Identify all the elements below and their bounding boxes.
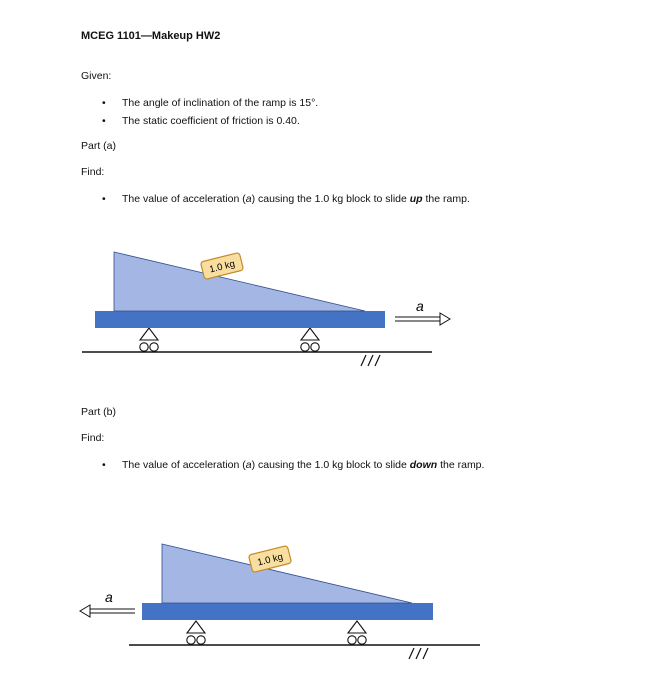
part-a-question: The value of acceleration (a) causing the 1.0 kg block to slide up the ramp. (122, 193, 470, 205)
bullet-dot: • (102, 97, 106, 109)
ground-hatch (409, 648, 428, 659)
part-a-find-label: Find: (81, 166, 105, 178)
page-title: MCEG 1101—Makeup HW2 (81, 30, 221, 42)
bullet-dot: • (102, 459, 106, 471)
bullet-dot: • (102, 193, 106, 205)
block-label: 1.0 kg (256, 551, 285, 569)
given-item-angle: The angle of inclination of the ramp is 15°. (122, 97, 319, 109)
support-right (348, 621, 366, 644)
acceleration-arrow-left (80, 605, 135, 617)
part-a-label: Part (a) (81, 140, 117, 152)
direction-down: down (409, 459, 438, 471)
bullet-dot: • (102, 115, 106, 127)
given-item-friction: The static coefficient of friction is 0.40. (122, 115, 300, 127)
part-b-find-label: Find: (81, 432, 105, 444)
direction-up: up (409, 193, 423, 205)
cart (142, 603, 433, 620)
acceleration-label: a (105, 589, 113, 605)
given-label: Given: (81, 70, 112, 82)
part-b-question: The value of acceleration (a) causing the 1.0 kg block to slide down the ramp. (122, 459, 485, 471)
block (248, 545, 291, 572)
part-b-label: Part (b) (81, 406, 117, 418)
block-label: 1.0 kg (208, 258, 237, 276)
acceleration-label: a (416, 298, 424, 314)
support-left (187, 621, 205, 644)
